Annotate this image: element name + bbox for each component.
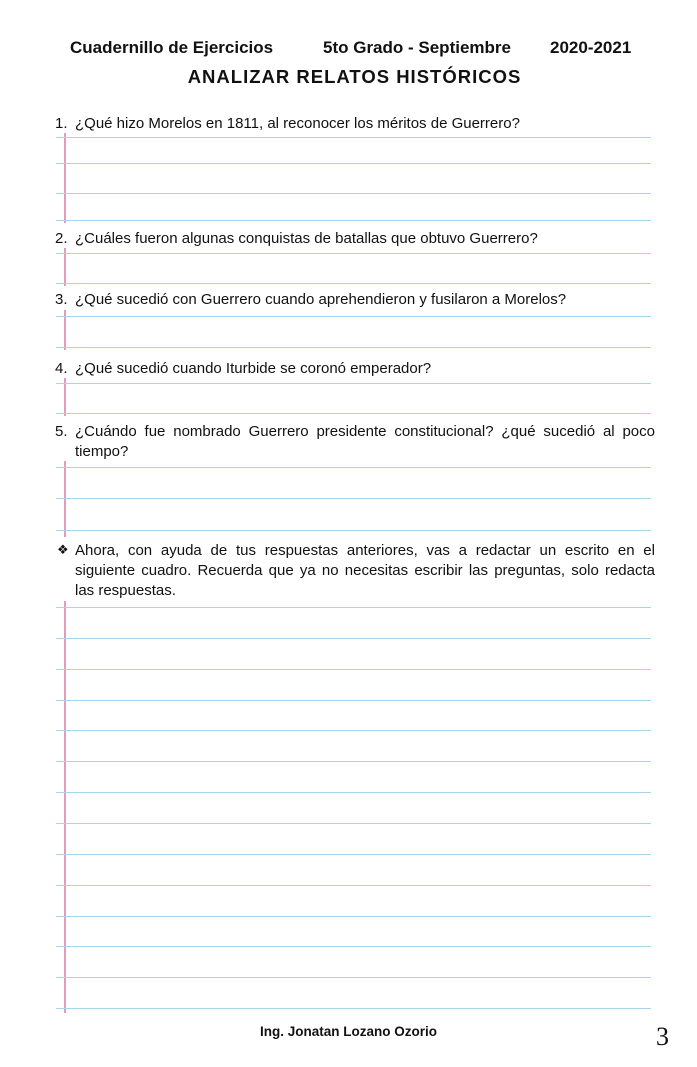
margin-line [64,461,66,537]
writing-line[interactable] [56,730,651,731]
margin-line [64,601,66,1013]
answer-line[interactable] [56,498,651,499]
answer-line[interactable] [56,530,651,531]
answer-line[interactable] [56,413,651,414]
margin-line [64,133,66,223]
answer-line[interactable] [56,163,651,164]
answer-line[interactable] [56,193,651,194]
writing-line[interactable] [56,885,651,886]
writing-line[interactable] [56,700,651,701]
question-text: ¿Qué hizo Morelos en 1811, al reconocer los méritos de Guerrero? [75,115,520,132]
answer-line[interactable] [56,347,651,348]
answer-line[interactable] [56,316,651,317]
question-3 [55,290,655,310]
question-5 [55,422,655,462]
answer-line[interactable] [56,220,651,221]
question-text: ¿Qué sucedió con Guerrero cuando aprehendieron y fusilaron a Morelos? [75,291,567,308]
writing-line[interactable] [56,638,651,639]
writing-line[interactable] [56,823,651,824]
writing-line[interactable] [56,1008,651,1009]
writing-line[interactable] [56,977,651,978]
page-header [70,38,650,62]
booklet-title: Cuadernillo de Ejercicios [70,38,274,57]
writing-line[interactable] [56,916,651,917]
writing-line[interactable] [56,946,651,947]
writing-line[interactable] [56,854,651,855]
question-number: 2. [55,230,68,247]
answer-line[interactable] [56,283,651,284]
question-4 [55,359,655,379]
question-number: 3. [55,291,68,308]
question-1 [55,114,655,134]
writing-line[interactable] [56,669,651,670]
question-text: ¿Qué sucedió cuando Iturbide se coronó emperador? [75,360,432,377]
question-text: ¿Cuándo fue nombrado Guerrero presidente constitucional? ¿qué sucedió al poco tiempo? [75,423,655,460]
question-number: 4. [55,360,68,377]
school-year: 2020-2021 [550,38,632,57]
question-text: ¿Cuáles fueron algunas conquistas de batallas que obtuvo Guerrero? [75,230,538,247]
page-number: 3 [656,1022,669,1051]
instruction-text: Ahora, con ayuda de tus respuestas anteriores, vas a redactar un escrito en el siguiente cuadro. Recuerda que ya no necesitas escribir las preguntas, solo redacta las respuestas. [75,542,655,599]
question-number: 1. [55,115,68,132]
answer-line[interactable] [56,137,651,138]
diamond-bullet-icon: ❖ [57,543,69,558]
answer-line[interactable] [56,383,651,384]
grade-month: 5to Grado - Septiembre [323,38,511,57]
page-title: ANALIZAR RELATOS HISTÓRICOS [187,66,522,87]
question-2 [55,229,655,249]
question-number: 5. [55,423,68,440]
writing-line[interactable] [56,761,651,762]
writing-line[interactable] [56,792,651,793]
writing-line[interactable] [56,607,651,608]
writing-instruction [55,541,655,601]
answer-line[interactable] [56,253,651,254]
author-footer: Ing. Jonatan Lozano Ozorio [260,1024,437,1039]
answer-line[interactable] [56,467,651,468]
